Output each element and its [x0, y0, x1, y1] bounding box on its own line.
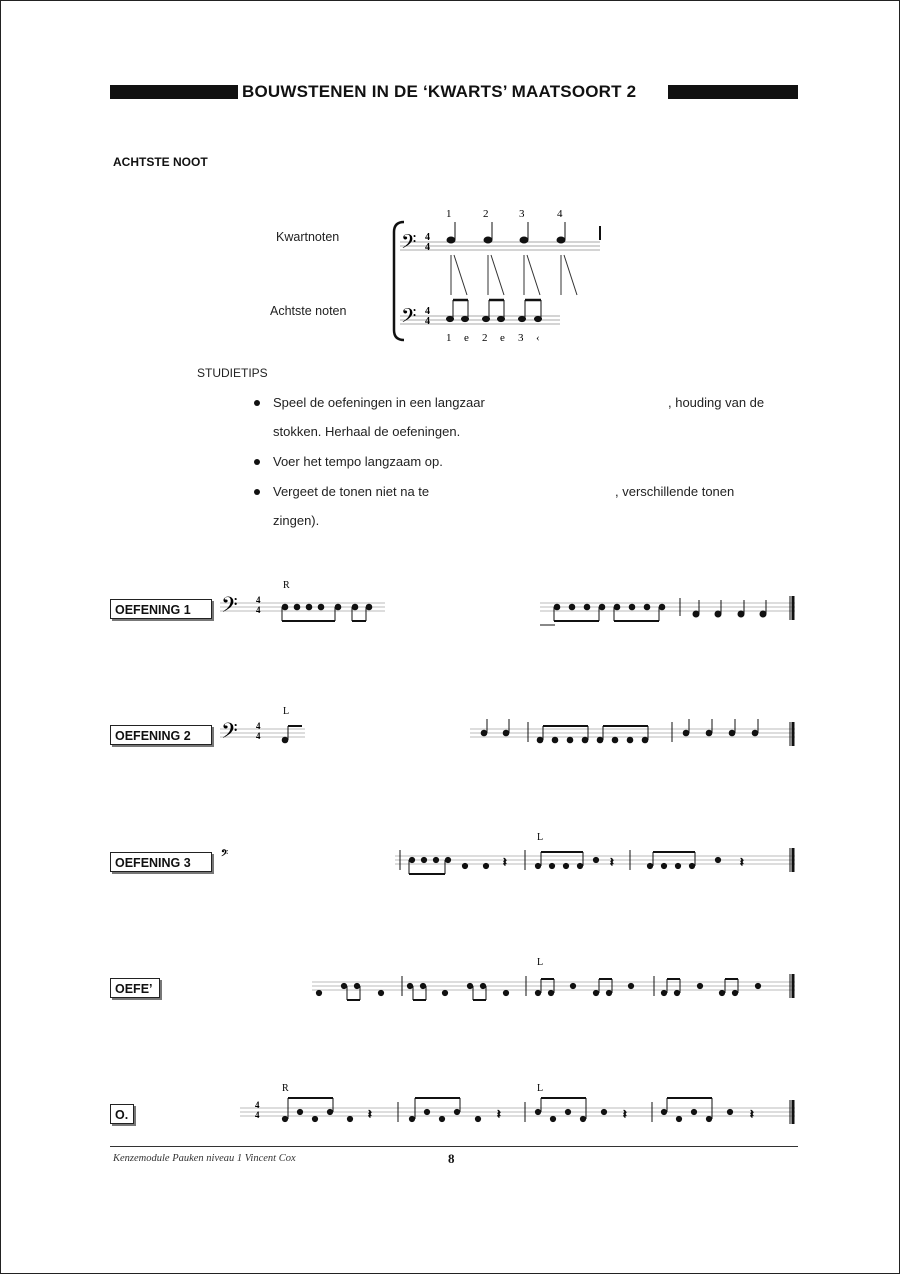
- svg-text:𝄽: 𝄽: [497, 1107, 501, 1121]
- bullet-icon: [254, 459, 260, 465]
- count-label: 1: [446, 208, 452, 220]
- count-label: 2: [483, 208, 489, 220]
- count-label: 3: [519, 208, 525, 220]
- svg-text:4: 4: [256, 721, 261, 731]
- footer-credit: Kenzemodule Pauken niveau 1 Vincent Cox: [113, 1153, 296, 1164]
- sticking-label: R: [282, 1083, 289, 1094]
- tip-2-text: Voer het tempo langzaam op.: [273, 454, 443, 469]
- bullet-icon: [254, 489, 260, 495]
- svg-text:𝄢: 𝄢: [221, 849, 229, 861]
- sticking-label: L: [537, 832, 544, 843]
- tip-3-text-a: Vergeet de tonen niet na te: [273, 484, 430, 499]
- sticking-label: L: [283, 706, 290, 717]
- section-title: ACHTSTE NOOT: [113, 155, 208, 169]
- count-label: ‹: [536, 332, 540, 344]
- title-bar-left: [110, 85, 238, 99]
- svg-text:4: 4: [256, 731, 261, 741]
- tip-3-text-b: , verschillende tonen: [615, 484, 735, 499]
- svg-text:4: 4: [255, 1110, 260, 1120]
- count-label: e: [464, 332, 469, 344]
- sticking-label: R: [283, 580, 290, 591]
- tip-1-text-c: stokken. Herhaal de oefeningen.: [273, 424, 461, 439]
- svg-text:𝄽: 𝄽: [610, 855, 614, 869]
- exercise-2-label: OEFENING 2: [110, 725, 212, 745]
- label-quarter-notes: Kwartnoten: [276, 230, 340, 244]
- count-label: 3: [518, 332, 524, 344]
- svg-text:𝄽: 𝄽: [750, 1107, 754, 1121]
- exercise-3-label: OEFENING 3: [110, 852, 212, 872]
- svg-text:4: 4: [256, 605, 261, 615]
- count-label: e: [500, 332, 505, 344]
- tip-3-text-c: zingen).: [273, 513, 320, 528]
- svg-text:𝄽: 𝄽: [368, 1107, 372, 1121]
- exercise-4-label: OEFE’: [110, 978, 160, 998]
- svg-text:𝄽: 𝄽: [623, 1107, 627, 1121]
- bass-clef-icon: 𝄢: [221, 719, 238, 748]
- time-signature: 4: [425, 242, 430, 253]
- sticking-label: L: [537, 1083, 544, 1094]
- title-band: [110, 82, 798, 104]
- svg-text:4: 4: [256, 595, 261, 605]
- tip-1-text-a: Speel de oefeningen in een langzaar: [273, 395, 485, 410]
- label-eighth-notes: Achtste noten: [270, 304, 347, 318]
- svg-text:𝄽: 𝄽: [740, 855, 744, 869]
- exercise-5-label: O.: [110, 1104, 134, 1124]
- time-signature: 4: [425, 232, 430, 243]
- exercise-1-label: OEFENING 1: [110, 599, 212, 619]
- bass-clef-icon: 𝄢: [401, 232, 417, 258]
- bass-clef-icon: 𝄢: [401, 306, 417, 332]
- svg-text:4: 4: [255, 1100, 260, 1110]
- count-label: 1: [446, 332, 452, 344]
- svg-text:𝄽: 𝄽: [503, 855, 507, 869]
- tip-1-text-b: , houding van de: [668, 395, 765, 410]
- sticking-label: L: [537, 957, 544, 968]
- count-label: 4: [557, 208, 563, 220]
- bullet-icon: [254, 400, 260, 406]
- title-bar-right: [668, 85, 798, 99]
- page-number: 8: [448, 1151, 455, 1166]
- bass-clef-icon: 𝄢: [221, 593, 238, 622]
- page-title: BOUWSTENEN IN DE ‘KWARTS’ MAATSOORT 2: [242, 82, 637, 101]
- time-signature: 4: [425, 306, 430, 317]
- study-tips-title: STUDIETIPS: [197, 366, 268, 380]
- count-label: 2: [482, 332, 488, 344]
- footer-rule: [110, 1146, 798, 1147]
- time-signature: 4: [425, 316, 430, 327]
